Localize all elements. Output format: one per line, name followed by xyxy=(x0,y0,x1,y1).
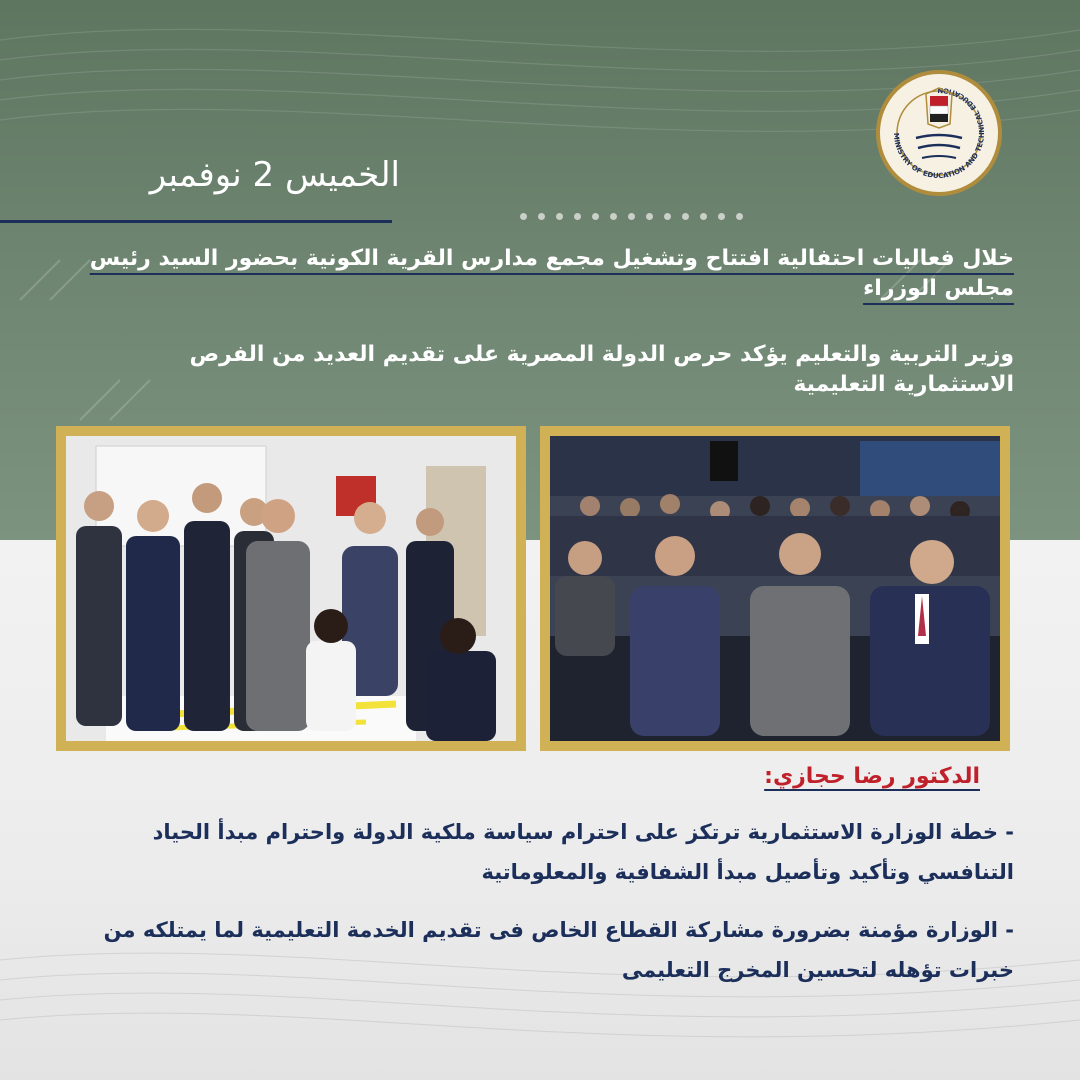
date-label: الخميس 2 نوفمبر xyxy=(149,155,400,195)
speaker-name xyxy=(740,764,980,798)
date-underline xyxy=(0,220,392,223)
logo-text: MINISTRY OF EDUCATION AND TECHNICAL EDUCATION xyxy=(891,85,987,181)
speaker-name-text: الدكتور رضا حجازي: xyxy=(764,764,980,789)
photo-audience xyxy=(540,426,1010,751)
dot-divider xyxy=(520,213,760,223)
ministry-logo xyxy=(876,70,1002,196)
photo-school-visit xyxy=(56,426,526,751)
statement-1: - خطة الوزارة الاستثمارية ترتكز على احترام سياسة ملكية الدولة واحترام مبدأ الحياد التنافسي وتأكيد وتأصيل مبدأ الشفافية والمعلوماتية xyxy=(152,820,1014,884)
subheadline: وزير التربية والتعليم يؤكد حرص الدولة المصرية على تقديم العديد من الفرص الاستثمارية التعليمية xyxy=(189,342,1014,397)
headline: خلال فعاليات احتفالية افتتاح وتشغيل مجمع مدارس القرية الكونية بحضور السيد رئيس مجلس الوزراء xyxy=(89,246,1014,301)
statement-2: - الوزارة مؤمنة بضرورة مشاركة القطاع الخاص فى تقديم الخدمة التعليمية لما يمتلكه من خبرات تؤهله لتحسين المخرج التعليمى xyxy=(103,918,1014,982)
